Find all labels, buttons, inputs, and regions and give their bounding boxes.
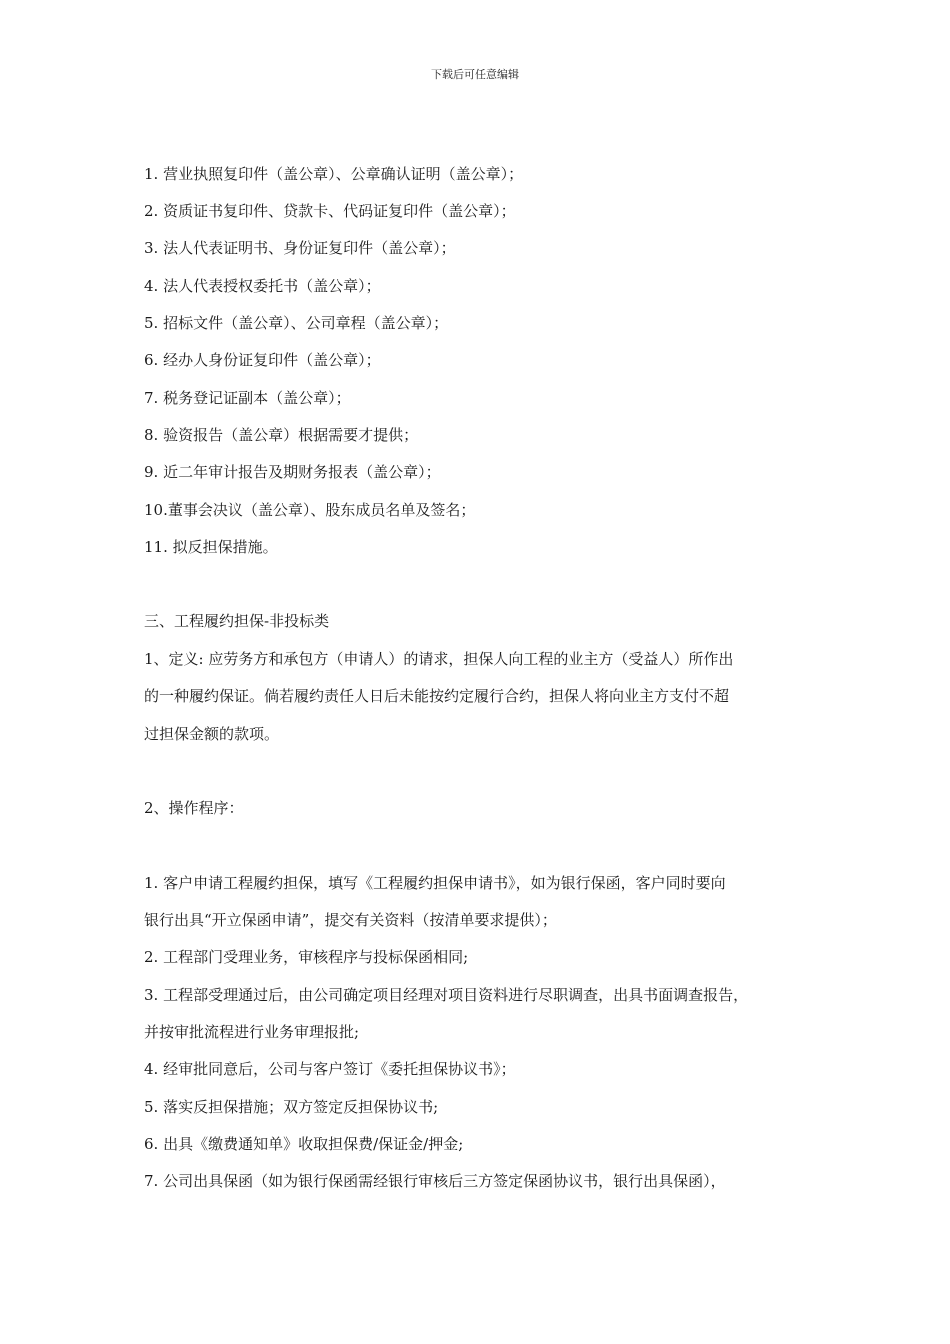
definition-line: 过担保金额的款项。: [144, 725, 280, 743]
list-item: 2. 资质证书复印件、贷款卡、代码证复印件（盖公章）；: [144, 202, 516, 220]
page-header: 下载后可任意编辑: [431, 68, 519, 81]
list-item: 2. 工程部门受理业务，审核程序与投标保函相同;: [144, 948, 469, 966]
list-item: 1. 营业执照复印件（盖公章）、公章确认证明（盖公章）；: [144, 165, 524, 183]
list-item: 5. 招标文件（盖公章）、公司章程（盖公章）；: [144, 314, 449, 332]
list-item: 6. 出具《缴费通知单》收取担保费/保证金/押金;: [144, 1135, 464, 1153]
list-item: 5. 落实反担保措施；双方签定反担保协议书;: [144, 1098, 439, 1116]
list-item: 银行出具“开立保函申请”，提交有关资料（按清单要求提供）；: [144, 911, 557, 929]
definition-line: 的一种履约保证。倘若履约责任人日后未能按约定履行合约，担保人将向业主方支付不超: [144, 687, 730, 705]
list-item: 10.董事会决议（盖公章）、股东成员名单及签名；: [144, 501, 476, 519]
procedure-title: 2、操作程序：: [144, 799, 244, 817]
list-item: 7. 公司出具保函（如为银行保函需经银行审核后三方签定保函协议书，银行出具保函），: [144, 1172, 726, 1190]
list-item: 7. 税务登记证副本（盖公章）；: [144, 389, 351, 407]
definition-line: 1、定义: 应劳务方和承包方（申请人）的请求，担保人向工程的业主方（受益人）所作出: [144, 650, 734, 668]
list-item: 3. 法人代表证明书、身份证复印件（盖公章）；: [144, 239, 456, 257]
list-item: 11. 拟反担保措施。: [144, 538, 278, 556]
list-item: 9. 近二年审计报告及期财务报表（盖公章）；: [144, 463, 441, 481]
list-item: 1. 客户申请工程履约担保，填写《工程履约担保申请书》，如为银行保函，客户同时要向: [144, 874, 726, 892]
section-title: 三、工程履约担保-非投标类: [144, 612, 330, 630]
list-item: 并按审批流程进行业务审理报批;: [144, 1023, 360, 1041]
list-item: 8. 验资报告（盖公章）根据需要才提供；: [144, 426, 419, 444]
list-item: 6. 经办人身份证复印件（盖公章）；: [144, 351, 381, 369]
list-item: 3. 工程部受理通过后，由公司确定项目经理对项目资料进行尽职调查，出具书面调查报告，: [144, 986, 749, 1004]
list-item: 4. 法人代表授权委托书（盖公章）；: [144, 277, 381, 295]
list-item: 4. 经审批同意后，公司与客户签订《委托担保协议书》；: [144, 1060, 516, 1078]
